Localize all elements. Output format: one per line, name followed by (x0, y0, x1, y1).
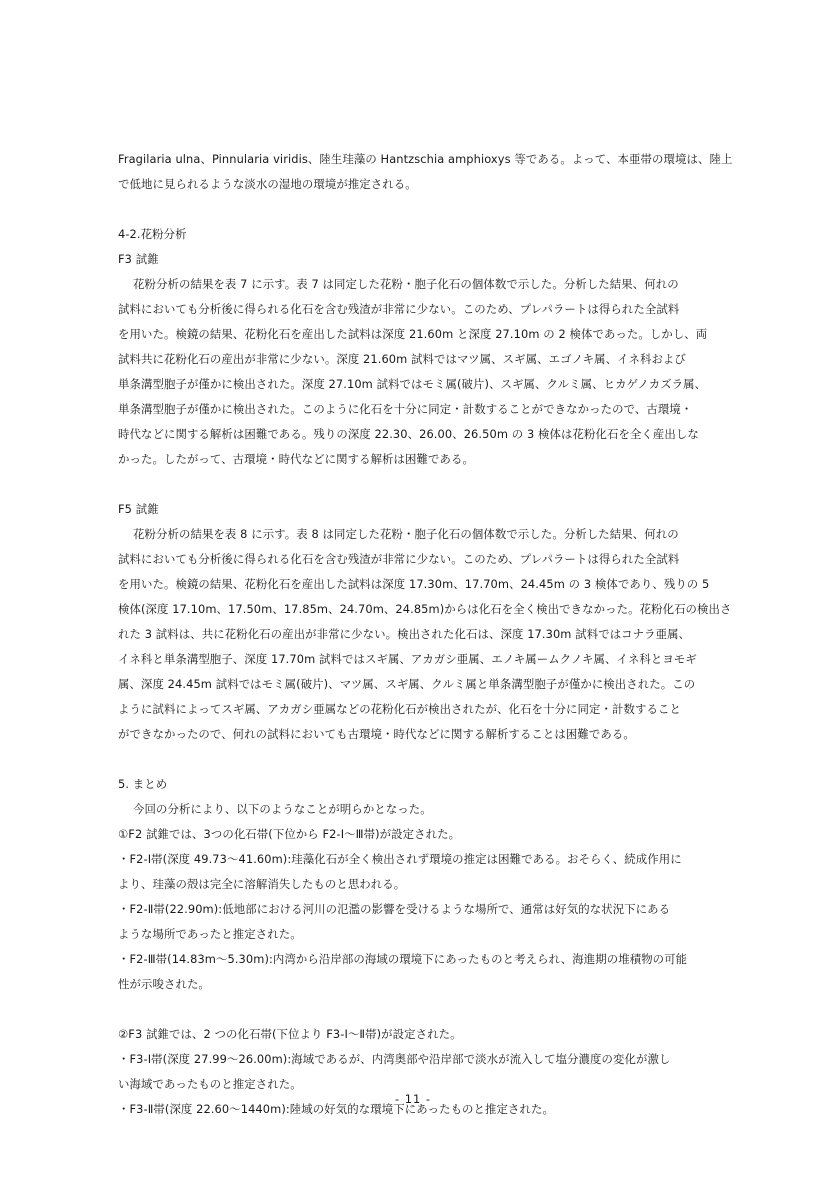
section-heading-5: 5. まとめ (118, 777, 168, 791)
paragraph-f3 (118, 272, 778, 472)
spacer (118, 197, 778, 222)
text-line: ような場所であったと推定された。 (118, 927, 302, 941)
text-line: 性が示唆された。 (118, 977, 210, 991)
text-line: い海域であったものと推定された。 (118, 1077, 302, 1091)
text-line: ・F2-Ⅲ帯(14.83m～5.30m):内湾から沿岸部の海域の環境下にあったものと考えられ、海進期の堆積物の可能 (118, 952, 688, 966)
summary-lead-f3: ②F3 試錐では、2 つの化石帯(下位より F3-Ⅰ～Ⅱ帯)が設定された。 (118, 1027, 462, 1041)
text-line: 試料においても分析後に得られる化石を含む残渣が非常に少ない。このため、プレパラートは得られた全試料 (118, 552, 680, 566)
page-body (118, 147, 778, 1122)
summary-f3 (118, 1022, 778, 1122)
summary-f2 (118, 822, 778, 997)
summary-lead-f2: ①F2 試錐では、3つの化石帯(下位から F2-Ⅰ～Ⅲ帯)が設定された。 (118, 827, 461, 841)
text-line: イネ科と単条溝型胞子、深度 17.70m 試料ではスギ属、アカガシ亜属、エノキ属ームクノキ属、イネ科とヨモギ (118, 652, 697, 666)
spacer (118, 997, 778, 1022)
summary-intro: 今回の分析により、以下のようなことが明らかとなった。 (133, 802, 432, 816)
text-line: 試料共に花粉化石の産出が非常に少ない。深度 21.60m 試料ではマツ属、スギ属、エゴノキ属、イネ科および (118, 352, 686, 366)
text-line: 単条溝型胞子が僅かに検出された。このように化石を十分に同定・計数することができなかったので、古環境・ (118, 402, 693, 416)
text-line: ができなかったので、何れの試料においても古環境・時代などに関する解析することは困難である。 (118, 727, 635, 741)
text-line: ・F3-Ⅱ帯(深度 22.60～1440m):陸域の好気的な環境下にあったものと推定された。 (118, 1102, 554, 1116)
paragraph-top (118, 147, 778, 197)
text-line: 花粉分析の結果を表 7 に示す。表 7 は同定した花粉・胞子化石の個体数で示した。分析した結果、何れの (133, 277, 679, 291)
text-line: 花粉分析の結果を表 8 に示す。表 8 は同定した花粉・胞子化石の個体数で示した。分析した結果、何れの (133, 527, 679, 541)
text-line: 試料においても分析後に得られる化石を含む残渣が非常に少ない。このため、プレパラートは得られた全試料 (118, 302, 680, 316)
spacer (118, 747, 778, 772)
text-line: ・F2-Ⅱ帯(22.90m):低地部における河川の氾濫の影響を受けるような場所で、通常は好気的な状況下にある (118, 902, 671, 916)
text-line: より、珪藻の殻は完全に溶解消失したものと思われる。 (118, 877, 406, 891)
text-line: Fragilaria ulna、Pinnularia viridis、陸生珪藻の Hantzschia amphioxys 等である。よって、本亜帯の環境は、陸上 (118, 152, 733, 166)
subheading-f3: F3 試錐 (118, 252, 159, 266)
text-line: を用いた。検鏡の結果、花粉化石を産出した試料は深度 21.60m と深度 27.10m の 2 検体であった。しかし、両 (118, 327, 708, 341)
subheading-f5: F5 試錐 (118, 502, 159, 516)
spacer (118, 472, 778, 497)
page-number: - 11 - (395, 1092, 431, 1106)
text-line: 単条溝型胞子が僅かに検出された。深度 27.10m 試料ではモミ属(破片)、スギ属、クルミ属、ヒカゲノカズラ属、 (118, 377, 707, 391)
text-line: 時代などに関する解析は困難である。残りの深度 22.30、26.00、26.50m の 3 検体は花粉化石を全く産出しな (118, 427, 699, 441)
text-line: ・F2-Ⅰ帯(深度 49.73～41.60m):珪藻化石が全く検出されず環境の推定は困難である。おそらく、続成作用に (118, 852, 682, 866)
text-line: 属、深度 24.45m 試料ではモミ属(破片)、マツ属、スギ属、クルミ属と単条溝型胞子が僅かに検出された。この (118, 677, 696, 691)
text-line: ように試料によってスギ属、アカガシ亜属などの花粉化石が検出されたが、化石を十分に同定・計数すること (118, 702, 681, 716)
paragraph-f5 (118, 522, 778, 747)
text-line: れた 3 試料は、共に花粉化石の産出が非常に少ない。検出された化石は、深度 17.30m 試料ではコナラ亜属、 (118, 627, 691, 641)
text-line: 検体(深度 17.10m、17.50m、17.85m、24.70m、24.85m)からは化石を全く検出できなかった。花粉化石の検出さ (118, 602, 732, 616)
text-line: を用いた。検鏡の結果、花粉化石を産出した試料は深度 17.30m、17.70m、24.45m の 3 検体であり、残りの 5 (118, 577, 710, 591)
text-line: ・F3-Ⅰ帯(深度 27.99～26.00m):海域であるが、内湾奥部や沿岸部で淡水が流入して塩分濃度の変化が激し (118, 1052, 671, 1066)
section-heading-4-2: 4-2.花粉分析 (118, 227, 187, 241)
text-line: かった。したがって、古環境・時代などに関する解析は困難である。 (118, 452, 474, 466)
text-line: で低地に見られるような淡水の湿地の環境が推定される。 (118, 177, 417, 191)
